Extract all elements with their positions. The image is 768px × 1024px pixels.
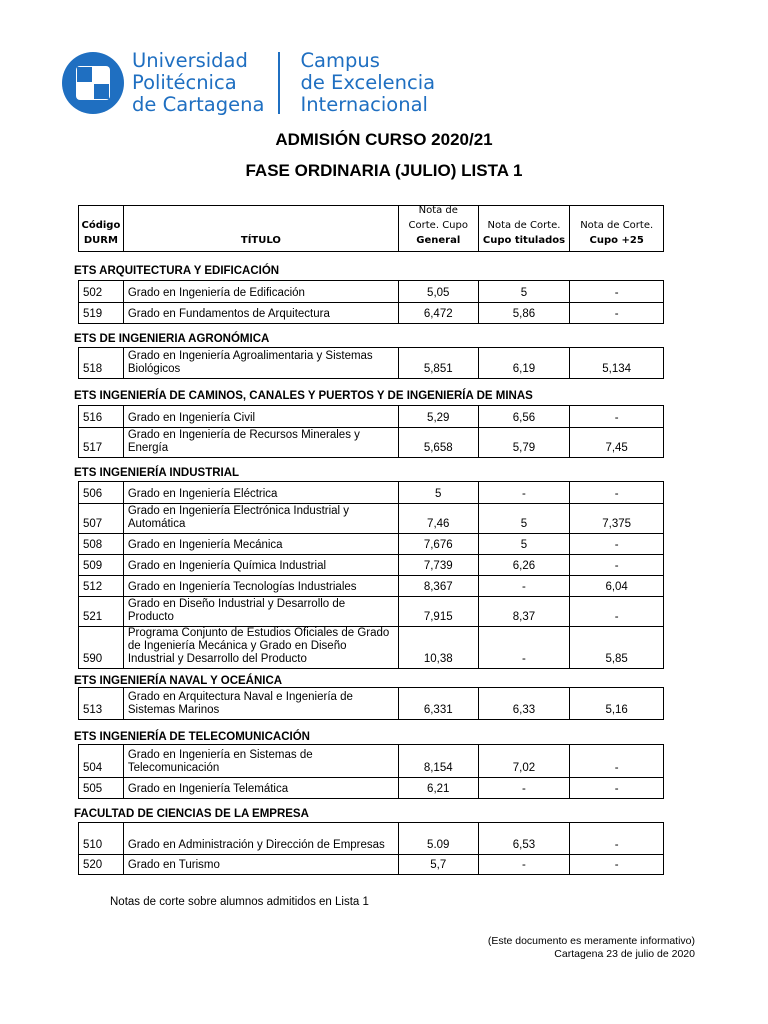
cell-mayores: - <box>569 597 663 626</box>
cell-general: 5.09 <box>398 823 478 854</box>
cell-code: 504 <box>83 762 103 774</box>
cell-mayores: - <box>569 745 663 777</box>
cell-mayores: 6,04 <box>569 576 663 596</box>
cell-titulados: - <box>478 855 570 874</box>
section-heading: ETS DE INGENIERIA AGRONÓMICA <box>74 333 270 345</box>
cell-titulados: 5,86 <box>478 303 570 323</box>
header-code: Código DURM <box>81 220 121 246</box>
section-heading: ETS INGENIERÍA DE TELECOMUNICACIÓN <box>74 731 310 743</box>
cell-title: Grado en Ingeniería Agroalimentaria y Sistemas Biológicos <box>123 348 398 378</box>
cell-mayores: - <box>569 855 663 874</box>
section-table <box>78 822 664 875</box>
table-header <box>78 205 664 252</box>
cell-general: 7,676 <box>398 534 478 554</box>
cell-mayores: - <box>569 303 663 323</box>
cell-titulados: 6,19 <box>478 348 570 378</box>
cell-mayores: - <box>569 482 663 503</box>
table-row <box>79 348 663 378</box>
table-row <box>79 427 663 457</box>
cell-title: Grado en Administración y Dirección de Empresas <box>123 823 398 854</box>
cell-titulados: 6,33 <box>478 688 570 719</box>
cell-title: Grado en Ingeniería Tecnologías Industriales <box>123 576 398 596</box>
section-heading: ETS ARQUITECTURA Y EDIFICACIÓN <box>74 265 280 277</box>
section-table <box>78 405 664 458</box>
cell-general: 8,367 <box>398 576 478 596</box>
cell-general: 6,21 <box>398 778 478 798</box>
cell-titulados: - <box>478 778 570 798</box>
cell-title: Grado en Ingeniería Electrónica Industrial y Automática <box>123 504 398 533</box>
header-general: Nota de Corte. Cupo General <box>398 206 478 251</box>
table-row <box>79 626 663 668</box>
table-row <box>79 554 663 575</box>
cell-mayores: - <box>569 534 663 554</box>
cell-titulados: 6,53 <box>478 823 570 854</box>
table-row <box>79 823 663 854</box>
cell-title: Grado en Ingeniería Eléctrica <box>123 482 398 503</box>
cell-titulados: - <box>478 627 570 668</box>
cell-mayores: 5,16 <box>569 688 663 719</box>
university-name: Universidad Politécnica de Cartagena <box>132 49 265 116</box>
cell-code: 509 <box>83 560 103 572</box>
cell-titulados: 5 <box>478 504 570 533</box>
cell-titulados: 5 <box>478 281 570 302</box>
cell-title: Grado en Diseño Industrial y Desarrollo de Producto <box>123 597 398 626</box>
cell-code: 510 <box>83 839 103 851</box>
cell-title: Grado en Ingeniería Química Industrial <box>123 555 398 575</box>
cell-general: 5,851 <box>398 348 478 378</box>
header-title: TÍTULO <box>123 206 398 251</box>
cell-mayores: - <box>569 281 663 302</box>
table-row <box>79 281 663 302</box>
cell-title: Grado en Arquitectura Naval e Ingeniería de Sistemas Marinos <box>123 688 398 719</box>
header-titulados: Nota de Corte. Cupo titulados <box>478 206 570 251</box>
cell-titulados: 7,02 <box>478 745 570 777</box>
cell-mayores: - <box>569 406 663 427</box>
cell-general: 7,46 <box>398 504 478 533</box>
section-table <box>78 347 664 379</box>
cell-code: 512 <box>83 581 103 593</box>
table-row <box>79 745 663 777</box>
cell-mayores: 5,85 <box>569 627 663 668</box>
table-row <box>79 406 663 427</box>
cell-titulados: - <box>478 482 570 503</box>
cell-code: 590 <box>83 653 103 665</box>
section-table <box>78 687 664 720</box>
university-logo <box>62 50 435 116</box>
cell-titulados: 6,26 <box>478 555 570 575</box>
cell-title: Grado en Ingeniería Civil <box>123 406 398 427</box>
cell-general: 10,38 <box>398 627 478 668</box>
cell-title: Programa Conjunto de Estudios Oficiales de Grado de Ingeniería Mecánica y Grado en Diseño Industrial y Desarrollo del Producto <box>123 627 398 668</box>
cell-titulados: - <box>478 576 570 596</box>
cell-general: 5,05 <box>398 281 478 302</box>
cell-code: 506 <box>83 488 103 500</box>
footer-disclaimer: (Este documento es meramente informativo) <box>487 935 695 947</box>
cell-title: Grado en Ingeniería en Sistemas de Telecomunicación <box>123 745 398 777</box>
cell-mayores: - <box>569 823 663 854</box>
cell-title: Grado en Ingeniería de Edificación <box>123 281 398 302</box>
cell-title: Grado en Turismo <box>123 855 398 874</box>
cell-mayores: - <box>569 555 663 575</box>
cell-general: 8,154 <box>398 745 478 777</box>
table-row <box>79 482 663 503</box>
cell-mayores: 7,45 <box>569 428 663 457</box>
section-table <box>78 744 664 799</box>
cell-titulados: 5,79 <box>478 428 570 457</box>
cell-general: 5,7 <box>398 855 478 874</box>
table-row <box>79 503 663 533</box>
section-table <box>78 280 664 324</box>
table-row <box>79 777 663 798</box>
cell-code: 516 <box>83 412 103 424</box>
table-row <box>79 596 663 626</box>
cell-code: 502 <box>83 287 103 299</box>
cell-general: 5,29 <box>398 406 478 427</box>
table-row <box>79 302 663 323</box>
cell-code: 519 <box>83 308 103 320</box>
cell-titulados: 8,37 <box>478 597 570 626</box>
cell-general: 7,915 <box>398 597 478 626</box>
cell-general: 6,472 <box>398 303 478 323</box>
cell-code: 513 <box>83 704 103 716</box>
cell-general: 6,331 <box>398 688 478 719</box>
table-row <box>79 854 663 874</box>
cell-title: Grado en Fundamentos de Arquitectura <box>123 303 398 323</box>
header-mayores: Nota de Corte. Cupo +25 <box>569 206 663 251</box>
cell-general: 5,658 <box>398 428 478 457</box>
cell-code: 521 <box>83 611 103 623</box>
cell-code: 517 <box>83 442 103 454</box>
section-heading: ETS INGENIERÍA NAVAL Y OCEÁNICA <box>74 675 283 687</box>
cell-titulados: 5 <box>478 534 570 554</box>
section-heading: FACULTAD DE CIENCIAS DE LA EMPRESA <box>74 808 309 820</box>
cell-general: 7,739 <box>398 555 478 575</box>
table-row <box>79 533 663 554</box>
cell-mayores: 5,134 <box>569 348 663 378</box>
table-row <box>79 575 663 596</box>
university-seal-icon <box>62 52 124 114</box>
footer-date: Cartagena 23 de julio de 2020 <box>554 948 695 960</box>
cell-code: 507 <box>83 518 103 530</box>
document-subtitle: FASE ORDINARIA (JULIO) LISTA 1 <box>245 161 523 180</box>
campus-name: Campus de Excelencia Internacional <box>300 49 436 116</box>
cell-code: 520 <box>83 859 103 871</box>
section-table <box>78 481 664 669</box>
document-title: ADMISIÓN CURSO 2020/21 <box>275 130 493 149</box>
cell-title: Grado en Ingeniería de Recursos Minerales y Energía <box>123 428 398 457</box>
cell-titulados: 6,56 <box>478 406 570 427</box>
cell-general: 5 <box>398 482 478 503</box>
cell-mayores: 7,375 <box>569 504 663 533</box>
section-heading: ETS INGENIERÍA DE CAMINOS, CANALES Y PUERTOS Y DE INGENIERÍA DE MINAS <box>74 390 533 402</box>
cell-title: Grado en Ingeniería Mecánica <box>123 534 398 554</box>
cell-code: 508 <box>83 539 103 551</box>
section-heading: ETS INGENIERÍA INDUSTRIAL <box>74 467 240 479</box>
cell-code: 518 <box>83 363 103 375</box>
cell-code: 505 <box>83 783 103 795</box>
note: Notas de corte sobre alumnos admitidos en Lista 1 <box>110 896 369 908</box>
cell-mayores: - <box>569 778 663 798</box>
table-row <box>79 688 663 719</box>
logo-separator <box>278 52 280 114</box>
cell-title: Grado en Ingeniería Telemática <box>123 778 398 798</box>
